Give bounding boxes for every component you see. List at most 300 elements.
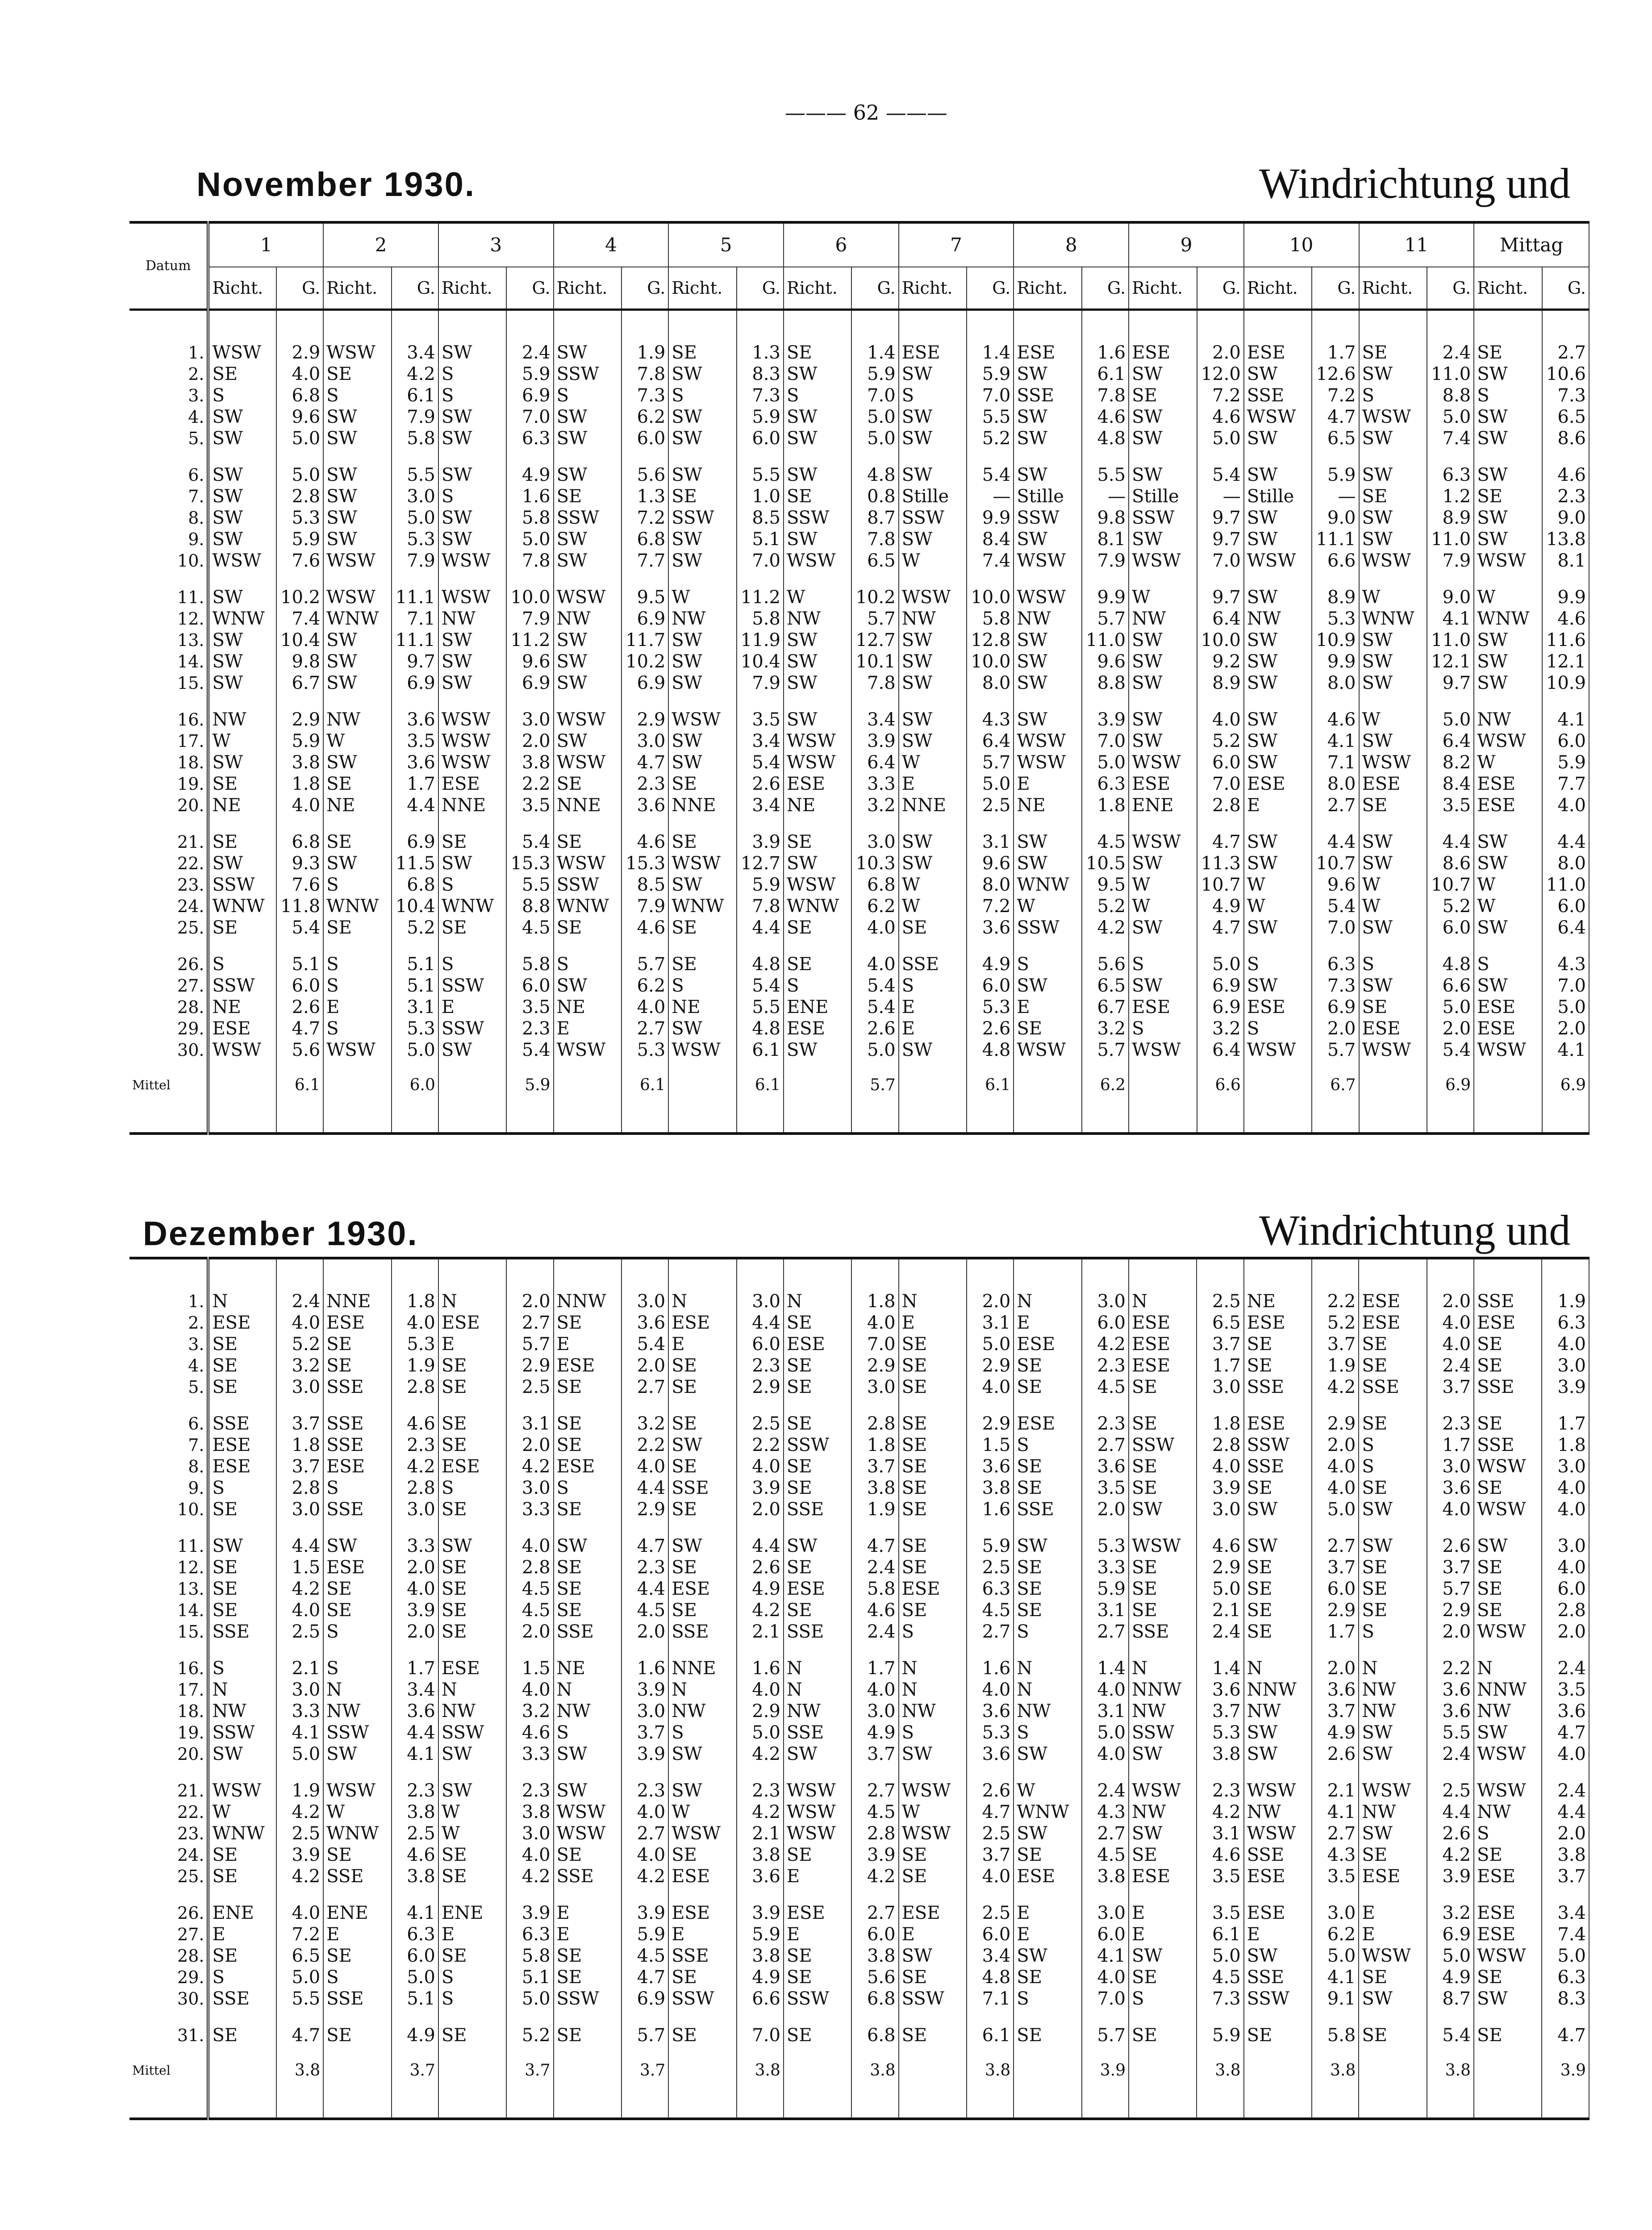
wind-speed: 3.0 [1197,1499,1243,1520]
table-body [129,1258,1589,2119]
spacer-cell [1542,2095,1589,2119]
wind-speed: 5.4 [1427,2025,1474,2046]
wind-speed: 2.0 [1427,1018,1474,1039]
wind-speed: 9.6 [506,651,553,672]
wind-speed: 2.7 [1082,1823,1129,1844]
wind-speed: 6.8 [276,385,323,406]
wind-direction: SE [326,832,352,852]
wind-direction: N [1017,1658,1033,1679]
spacer-cell [1082,1398,1129,1413]
december-section-heading: Windrichtung und [1259,1206,1571,1254]
wind-direction: SW [1132,529,1163,550]
wind-direction: WNW [441,896,494,917]
wind-direction: NW [556,1701,591,1721]
wind-direction: ESE [1131,1866,1170,1887]
wind-direction: ESE [786,1018,825,1039]
wind-speed: 6.3 [1542,1967,1589,1988]
wind-direction: ESE [1247,774,1285,794]
wind-direction: WSW [1477,1780,1526,1801]
spacer-cell [438,1765,506,1780]
wind-speed: 2.3 [392,1434,438,1456]
wind-direction: SW [672,1536,702,1556]
wind-direction: S [901,385,914,406]
wind-direction: S [441,486,454,507]
mean-speed: 6.6 [1197,1061,1244,1110]
wind-direction: SE [326,1355,352,1376]
wind-speed: 1.9 [276,1780,323,1801]
spacer-cell [276,1765,323,1780]
wind-speed: 3.5 [392,730,438,752]
spacer-cell [1542,1110,1589,1134]
wind-speed: 2.2 [737,1434,784,1456]
spacer-cell [392,938,438,954]
wind-speed: 5.2 [506,2025,553,2046]
wind-speed: 5.3 [1312,608,1359,629]
wind-speed: 3.3 [851,773,898,795]
wind-direction: SW [786,364,818,384]
wind-direction: SSW [556,875,599,895]
wind-speed: 6.7 [1082,996,1129,1018]
spacer-cell [622,571,668,587]
day-label: 14. [129,1600,208,1621]
wind-direction: SSW [1131,1722,1175,1743]
wind-direction: ESE [1132,342,1170,363]
spacer-cell [851,1110,898,1134]
mean-row [129,1061,1589,1110]
wind-speed: 0.8 [851,486,898,507]
spacer-cell [851,816,898,831]
wind-speed: 1.7 [392,773,438,795]
spacer-cell [129,1110,208,1134]
table-row [129,406,1589,428]
wind-speed: 5.0 [1427,709,1474,730]
wind-speed: 1.8 [1542,1434,1589,1456]
wind-speed: 3.5 [1312,1866,1359,1887]
spacer-cell [438,1110,506,1134]
table-row [129,1924,1589,1945]
wind-direction: W [1477,587,1496,608]
spacer-cell [1359,1765,1427,1780]
spacer-cell [1474,1398,1542,1413]
wind-speed: 9.8 [1082,507,1129,529]
wind-direction: SW [212,1744,243,1764]
spacer-cell [438,694,506,709]
wind-direction: E [901,1018,915,1039]
spacer-cell [392,1110,438,1134]
wind-direction: SW [441,1040,472,1060]
day-label: 23. [129,874,208,896]
wind-speed: 3.0 [622,730,668,752]
wind-speed: 6.9 [506,672,553,694]
wind-speed: 2.9 [1312,1413,1359,1434]
wind-direction: SSE [1247,1845,1284,1865]
spacer-cell [554,1398,622,1413]
wind-speed: 3.8 [737,1844,784,1866]
wind-direction: SE [1362,1845,1387,1865]
wind-speed: 6.8 [622,529,668,550]
wind-speed: 5.0 [967,1334,1014,1355]
wind-speed: 5.2 [967,428,1014,449]
table-row [129,954,1589,975]
wind-direction: SE [1362,1579,1387,1599]
wind-speed: 2.0 [1427,1621,1474,1642]
spacer-row [129,449,1589,464]
table-row [129,651,1589,672]
table-row [129,1312,1589,1334]
wind-speed: 6.5 [276,1945,323,1967]
wind-direction: SE [1017,1456,1042,1477]
wind-direction: SW [1247,651,1278,672]
wind-speed: 15.3 [622,853,668,874]
wind-speed: 8.7 [851,507,898,529]
spacer-cell [1427,1398,1474,1413]
wind-direction: SE [672,954,697,975]
wind-direction: WSW [1477,550,1526,571]
wind-speed: 3.6 [392,1701,438,1722]
wind-speed: 3.1 [967,831,1014,853]
spacer-cell [392,310,438,342]
wind-direction: SSE [326,1866,364,1887]
wind-speed: 4.4 [392,795,438,816]
spacer-cell [668,1398,736,1413]
wind-direction: W [1362,587,1381,608]
spacer-cell [1359,310,1427,342]
wind-direction: SW [1132,853,1163,874]
wind-speed: 5.4 [967,464,1014,486]
wind-direction: WSW [1132,752,1181,773]
spacer-cell [1129,1642,1197,1658]
spacer-cell [851,1398,898,1413]
spacer-cell [1427,1642,1474,1658]
spacer-cell [1244,1520,1312,1535]
wind-direction: SW [1017,630,1047,650]
december-wind-table [129,1257,1589,2120]
wind-speed: 3.4 [392,1679,438,1701]
wind-speed: 10.0 [967,651,1014,672]
wind-speed: 1.6 [737,1658,784,1679]
wind-speed: 3.5 [1542,1679,1589,1701]
wind-direction: SW [326,853,357,874]
wind-speed: 4.0 [1427,1334,1474,1355]
wind-speed: 7.9 [1082,550,1129,571]
spacer-cell [1359,816,1427,831]
wind-speed: 10.4 [392,896,438,917]
spacer-cell [1082,694,1129,709]
wind-direction: NE [556,997,585,1017]
wind-speed: 11.0 [1542,874,1589,896]
wind-speed: 5.0 [1427,996,1474,1018]
wind-speed: 7.9 [506,608,553,629]
speed-header: G. [1197,267,1244,310]
wind-direction: SW [1132,465,1163,485]
wind-direction: SSW [441,1018,484,1039]
wind-direction: E [212,1924,225,1945]
table-row [129,831,1589,853]
wind-speed: 6.4 [851,752,898,773]
day-label: 17. [129,1679,208,1701]
wind-speed: 4.5 [622,1600,668,1621]
wind-direction: SE [326,1600,352,1621]
wind-direction: SW [1132,975,1163,996]
wind-speed: 7.4 [1427,428,1474,449]
spacer-cell [506,1258,553,1291]
wind-direction: SSE [212,1413,250,1434]
wind-direction: N [441,1680,457,1700]
wind-direction: SE [441,1866,467,1887]
spacer-cell [1014,1887,1081,1902]
wind-speed: 6.9 [1427,1924,1474,1945]
spacer-cell [622,1887,668,1902]
table-row [129,853,1589,874]
spacer-cell [784,2009,851,2025]
day-label: 1. [129,342,208,363]
spacer-cell [554,1258,622,1291]
wind-speed: 4.5 [506,1600,553,1621]
wind-direction: SW [1247,673,1278,693]
spacer-cell [1129,1520,1197,1535]
wind-speed: 1.5 [506,1658,553,1679]
wind-speed: 4.4 [622,1578,668,1600]
day-label: 3. [129,1334,208,1355]
spacer-cell [506,2009,553,2025]
spacer-cell [438,1258,506,1291]
wind-speed: 1.7 [1542,1413,1589,1434]
wind-speed: 2.9 [737,1376,784,1398]
wind-speed: 4.9 [1427,1967,1474,1988]
wind-speed: 10.7 [1427,874,1474,896]
wind-direction: SW [1477,917,1508,938]
wind-direction: SW [212,630,243,650]
spacer-cell [1244,1765,1312,1780]
wind-direction: SE [1362,1557,1387,1578]
wind-speed: 5.4 [851,975,898,996]
wind-direction: SW [786,1744,818,1764]
wind-speed: 2.6 [967,1780,1014,1801]
wind-speed: 3.6 [967,1456,1014,1477]
spacer-cell [1244,310,1312,342]
wind-speed: 3.7 [276,1456,323,1477]
wind-speed: 4.0 [851,954,898,975]
wind-speed: 12.7 [737,853,784,874]
spacer-cell [1082,1258,1129,1291]
wind-speed: 2.4 [1427,342,1474,363]
spacer-cell [129,1765,208,1780]
wind-speed: 7.9 [737,672,784,694]
wind-speed: 4.7 [851,1535,898,1557]
wind-speed: 1.9 [851,1499,898,1520]
spacer-cell [1359,2009,1427,2025]
wind-speed: 3.0 [851,1701,898,1722]
wind-direction: WSW [1362,550,1411,571]
spacer-cell [554,694,622,709]
spacer-cell [438,571,506,587]
spacer-cell [1129,2095,1197,2119]
wind-speed: 11.8 [276,896,323,917]
spacer-cell [1197,449,1244,464]
spacer-cell [323,816,391,831]
wind-direction: WSW [212,342,262,363]
hour-header: 4 [554,222,669,267]
wind-direction: E [672,1924,685,1945]
wind-speed: 2.3 [622,1780,668,1801]
wind-direction: SW [1247,630,1278,650]
spacer-cell [1474,449,1542,464]
wind-direction: S [672,1722,684,1743]
wind-speed: 5.5 [1427,1722,1474,1743]
wind-direction: WSW [556,587,606,608]
wind-direction: SE [326,2025,352,2046]
mean-speed: 6.1 [276,1061,323,1110]
table-row [129,1780,1589,1801]
day-label: 24. [129,1844,208,1866]
spacer-cell [1474,571,1542,587]
wind-direction: SW [1477,508,1508,528]
wind-speed: 4.4 [622,1477,668,1499]
table-row [129,385,1589,406]
day-label: 7. [129,486,208,507]
wind-direction: E [1131,1924,1145,1945]
wind-direction: WSW [672,853,721,874]
wind-speed: 4.8 [737,954,784,975]
spacer-cell [438,816,506,831]
wind-speed: 4.6 [1542,464,1589,486]
mean-speed: 6.2 [1082,1061,1129,1110]
wind-speed: 8.9 [1312,587,1359,608]
wind-speed: 1.7 [392,1658,438,1679]
wind-direction: WSW [1132,1040,1181,1060]
wind-speed: 2.9 [1427,1600,1474,1621]
wind-speed: 4.2 [506,1456,553,1477]
datum-header: Datum [129,222,208,310]
wind-speed: 6.3 [1542,1312,1589,1334]
spacer-cell [1082,2095,1129,2119]
spacer-cell [323,310,391,342]
wind-speed: 5.8 [392,428,438,449]
wind-speed: 2.7 [1082,1434,1129,1456]
wind-direction: SW [1362,673,1393,693]
wind-direction: SE [901,1499,927,1520]
wind-speed: 2.4 [1197,1621,1243,1642]
spacer-cell [323,1642,391,1658]
table-row [129,1434,1589,1456]
wind-speed: 2.8 [392,1477,438,1499]
wind-speed: 1.8 [276,773,323,795]
wind-speed: 4.2 [392,363,438,385]
spacer-cell [899,1642,967,1658]
wind-speed: 2.8 [1542,1600,1589,1621]
wind-direction: SSW [786,508,830,528]
wind-speed: 2.9 [622,709,668,730]
spacer-cell [1427,1887,1474,1902]
wind-direction: NW [901,609,936,629]
spacer-cell [1542,1398,1589,1413]
wind-direction: WSW [441,709,491,730]
wind-direction: SW [212,752,243,773]
wind-speed: 3.7 [1312,1557,1359,1578]
wind-direction: SW [441,1744,472,1764]
wind-direction: WNW [326,896,379,917]
table-row [129,795,1589,816]
wind-direction: SW [1132,428,1163,449]
spacer-cell [899,1110,967,1134]
wind-direction: SW [1247,917,1278,938]
wind-direction: Stille [901,486,949,507]
wind-direction: SE [212,1334,238,1355]
wind-speed: 2.2 [622,1434,668,1456]
hour-header: 9 [1129,222,1244,267]
speed-header: G. [392,267,438,310]
wind-speed: 1.5 [967,1434,1014,1456]
wind-speed: 5.3 [967,1722,1014,1743]
spacer-cell [1197,310,1244,342]
wind-speed: 5.8 [851,1578,898,1600]
hour-header: Mittag [1474,222,1589,267]
wind-speed: 2.0 [506,1621,553,1642]
wind-speed: 3.5 [1082,1477,1129,1499]
wind-direction: WSW [326,1040,375,1060]
wind-direction: SW [672,407,702,427]
wind-speed: 11.7 [622,629,668,651]
wind-speed: 5.0 [1542,1945,1589,1967]
wind-speed: 2.7 [967,1621,1014,1642]
wind-direction: W [441,1802,460,1822]
wind-speed: 4.9 [737,1578,784,1600]
spacer-cell [1427,310,1474,342]
wind-speed: 8.9 [1427,507,1474,529]
wind-speed: 3.5 [1197,1866,1243,1887]
table-row [129,874,1589,896]
wind-speed: 9.0 [1312,507,1359,529]
wind-speed: 4.0 [622,1844,668,1866]
day-label: 18. [129,1701,208,1722]
wind-direction: WSW [1362,1780,1411,1801]
wind-speed: 3.8 [392,1801,438,1823]
spacer-cell [622,1110,668,1134]
wind-direction: SE [786,832,812,852]
wind-speed: 4.0 [967,1376,1014,1398]
wind-direction: SW [556,731,588,751]
wind-direction: SE [212,1557,238,1578]
table-row [129,550,1589,571]
wind-direction: SSW [556,364,599,384]
wind-direction: W [441,1823,460,1844]
wind-direction: WNW [326,1823,379,1844]
wind-direction: WNW [786,896,839,917]
spacer-cell [1474,2095,1542,2119]
spacer-cell [1014,938,1081,954]
table-row [129,996,1589,1018]
day-label: 20. [129,795,208,816]
wind-speed: 5.9 [1197,2025,1243,2046]
wind-speed: — [1312,486,1359,507]
wind-direction: S [441,1967,454,1988]
wind-speed: 5.9 [1312,464,1359,486]
wind-direction: SE [1247,1621,1272,1642]
spacer-cell [1244,816,1312,831]
direction-header: Richt. [438,267,506,310]
wind-speed: 10.7 [1312,853,1359,874]
wind-direction: SE [786,2025,812,2046]
wind-direction: WSW [212,1780,262,1801]
direction-header: Richt. [899,267,967,310]
wind-speed: 3.9 [737,831,784,853]
spacer-cell [554,1887,622,1902]
wind-direction: SW [672,630,702,650]
wind-speed: 5.7 [1082,2025,1129,2046]
spacer-cell [1427,938,1474,954]
spacer-cell [1129,1398,1197,1413]
wind-speed: 3.4 [1542,1902,1589,1924]
